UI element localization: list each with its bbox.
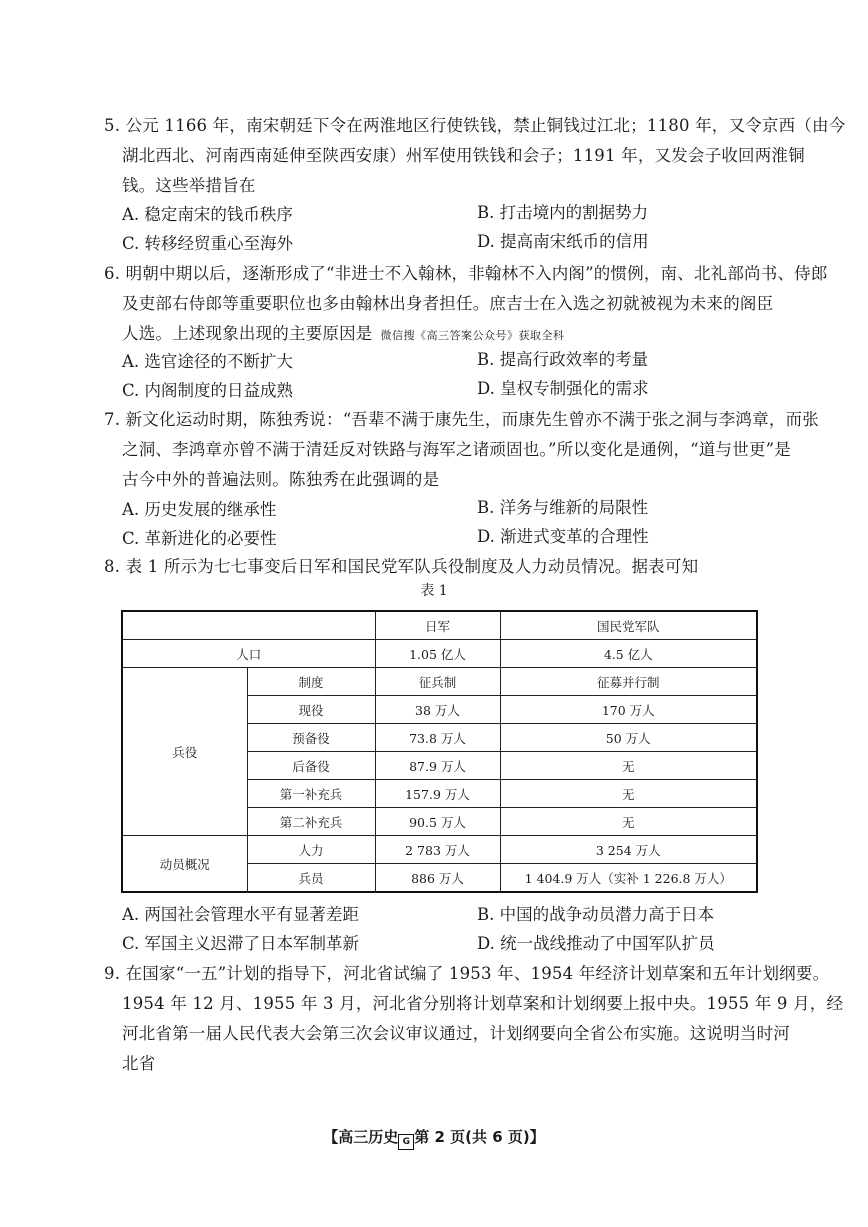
q6-option-a: A. 选官途径的不断扩大 — [122, 352, 293, 371]
footer-text-after: 第 2 页(共 6 页)】 — [414, 1128, 545, 1146]
table-cell: 1.05 亿人 — [375, 640, 500, 668]
table-caption: 表 1 — [420, 583, 448, 599]
q5-line-3: 钱。这些举措旨在 — [122, 176, 256, 195]
q6-line-2: 及吏部右侍郎等重要职位也多由翰林出身者担任。庶吉士在入选之初就被视为未来的阁臣 — [122, 294, 774, 313]
q9-line-3: 河北省第一届人民代表大会第三次会议审议通过，计划纲要向全省公布实施。这说明当时河 — [122, 1024, 790, 1043]
q6-line-1: 6. 明朝中期以后，逐渐形成了“非进士不入翰林，非翰林不入内阁”的惯例，南、北礼部尚书、侍郎 — [104, 264, 828, 283]
table-row — [122, 640, 757, 668]
table-cell: 170 万人 — [500, 696, 757, 724]
table-cell: 制度 — [247, 668, 375, 696]
table-cell: 人口 — [122, 640, 375, 668]
q8-option-d: D. 统一战线推动了中国军队扩员 — [477, 934, 715, 953]
subject-box-icon: G — [398, 1134, 414, 1150]
table-cell: 90.5 万人 — [375, 808, 500, 836]
table-cell: 第二补充兵 — [247, 808, 375, 836]
table-cell: 38 万人 — [375, 696, 500, 724]
q6-line-3-text: 人选。上述现象出现的主要原因是 — [122, 324, 373, 343]
table-group-label: 兵役 — [122, 668, 247, 836]
q9-line-1: 9. 在国家“一五”计划的指导下，河北省试编了 1953 年、1954 年经济计划草案和五年计划纲要。 — [104, 964, 830, 983]
q5-line-2: 湖北西北、河南西南延伸至陕西安康）州军使用铁钱和会子；1191 年，又发会子收回两淮铜 — [122, 146, 805, 165]
q9-line-4: 北省 — [122, 1054, 156, 1073]
table-cell: 157.9 万人 — [375, 780, 500, 808]
table-header-japan: 日军 — [375, 611, 500, 640]
table-cell: 无 — [500, 752, 757, 780]
table-cell: 4.5 亿人 — [500, 640, 757, 668]
q6-line-3 — [122, 320, 565, 344]
table-group-label: 动员概况 — [122, 836, 247, 893]
q5-option-b: B. 打击境内的割据势力 — [477, 203, 649, 222]
table-cell: 73.8 万人 — [375, 724, 500, 752]
table-header-row — [122, 611, 757, 640]
table-cell: 后备役 — [247, 752, 375, 780]
table-cell: 3 254 万人 — [500, 836, 757, 864]
q5-option-a: A. 稳定南宋的钱币秩序 — [122, 205, 293, 224]
q5-option-d: D. 提高南宋纸币的信用 — [477, 232, 649, 251]
table-row — [122, 836, 757, 864]
q7-line-1: 7. 新文化运动时期，陈独秀说：“吾辈不满于康先生，而康先生曾亦不满于张之洞与李鸿章，而张 — [104, 410, 819, 429]
watermark-note: 微信搜《高三答案公众号》获取全科 — [380, 329, 565, 342]
q8-stem: 8. 表 1 所示为七七事变后日军和国民党军队兵役制度及人力动员情况。据表可知 — [104, 557, 699, 576]
table-cell: 预备役 — [247, 724, 375, 752]
table-cell: 兵员 — [247, 864, 375, 893]
q8-option-a: A. 两国社会管理水平有显著差距 — [122, 905, 359, 924]
page-footer — [0, 1126, 868, 1150]
table-cell: 无 — [500, 808, 757, 836]
q7-line-3: 古今中外的普遍法则。陈独秀在此强调的是 — [122, 470, 440, 489]
q8-option-c: C. 军国主义迟滞了日本军制革新 — [122, 934, 360, 953]
table-cell: 50 万人 — [500, 724, 757, 752]
q7-option-a: A. 历史发展的继承性 — [122, 500, 277, 519]
q9-line-2: 1954 年 12 月、1955 年 3 月，河北省分别将计划草案和计划纲要上报中央。1955 年 9 月，经 — [122, 994, 844, 1013]
q7-option-b: B. 洋务与维新的局限性 — [477, 498, 649, 517]
q6-option-d: D. 皇权专制强化的需求 — [477, 379, 649, 398]
table-cell: 人力 — [247, 836, 375, 864]
q6-option-c: C. 内阁制度的日益成熟 — [122, 381, 294, 400]
table-header-blank — [122, 611, 375, 640]
table-cell: 征募并行制 — [500, 668, 757, 696]
table-cell: 第一补充兵 — [247, 780, 375, 808]
table-cell: 886 万人 — [375, 864, 500, 893]
table-cell: 2 783 万人 — [375, 836, 500, 864]
footer-text-before: 【高三历史 — [323, 1128, 399, 1146]
q7-option-d: D. 渐进式变革的合理性 — [477, 527, 649, 546]
table-cell: 无 — [500, 780, 757, 808]
table-1 — [121, 610, 758, 893]
table-row — [122, 668, 757, 696]
q5-line-1: 5. 公元 1166 年，南宋朝廷下令在两淮地区行使铁钱，禁止铜钱过江北；1180 年，又令京西（由今 — [104, 116, 846, 135]
table-cell: 现役 — [247, 696, 375, 724]
table-cell: 1 404.9 万人（实补 1 226.8 万人） — [500, 864, 757, 893]
table-header-kmt: 国民党军队 — [500, 611, 757, 640]
table-cell: 87.9 万人 — [375, 752, 500, 780]
q7-option-c: C. 革新进化的必要性 — [122, 529, 277, 548]
table-cell: 征兵制 — [375, 668, 500, 696]
q6-option-b: B. 提高行政效率的考量 — [477, 350, 649, 369]
q5-option-c: C. 转移经贸重心至海外 — [122, 234, 294, 253]
q8-option-b: B. 中国的战争动员潜力高于日本 — [477, 905, 715, 924]
q7-line-2: 之洞、李鸿章亦曾不满于清廷反对铁路与海军之诸顽固也。”所以变化是通例，“道与世更”是 — [122, 440, 791, 459]
